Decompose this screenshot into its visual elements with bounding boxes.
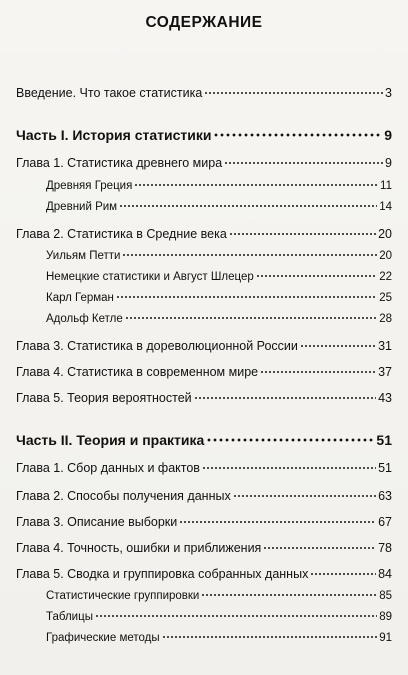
toc-entry bbox=[46, 249, 392, 262]
toc-entry-page: 43 bbox=[378, 391, 392, 405]
toc-entry-label: Уильям Петти bbox=[46, 250, 121, 262]
toc-entry-page: 51 bbox=[378, 461, 392, 475]
toc-entry bbox=[46, 270, 392, 283]
toc-entry-page: 11 bbox=[380, 180, 392, 192]
toc-entry-label: Статистические группировки bbox=[46, 590, 200, 602]
dot-leader bbox=[201, 587, 377, 597]
toc-entry-label: Таблицы bbox=[46, 611, 93, 623]
toc-entry-page: 37 bbox=[378, 365, 392, 379]
toc-entry bbox=[16, 156, 392, 170]
toc-entry-label: Глава 4. Статистика в современном мире bbox=[16, 365, 259, 379]
toc-entry-page: 22 bbox=[379, 271, 392, 283]
toc-entry bbox=[16, 86, 392, 100]
toc-entry-label: Древний Рим bbox=[46, 201, 118, 213]
toc-entry-page: 3 bbox=[385, 86, 392, 100]
toc-entry-label: Глава 1. Статистика древнего мира bbox=[16, 156, 223, 170]
toc-entry-label: Глава 3. Описание выборки bbox=[16, 515, 178, 529]
toc-entry-label: Глава 3. Статистика в дореволюционной России bbox=[16, 339, 298, 353]
dot-leader bbox=[310, 566, 376, 576]
toc-entry-label: Адольф Кетле bbox=[46, 313, 123, 325]
toc-entry bbox=[46, 631, 392, 644]
dot-leader bbox=[256, 268, 377, 278]
dot-leader bbox=[119, 198, 377, 208]
dot-leader bbox=[202, 460, 376, 470]
toc-entry bbox=[16, 489, 392, 503]
toc-entry-label: Древняя Греция bbox=[46, 180, 133, 192]
toc-entry-page: 20 bbox=[378, 227, 392, 241]
toc-entry-page: 89 bbox=[379, 611, 392, 623]
toc-entry-page: 9 bbox=[385, 156, 392, 170]
toc-entry bbox=[46, 589, 392, 602]
toc-entry-page: 85 bbox=[379, 590, 392, 602]
toc-entry-label: Карл Герман bbox=[46, 292, 114, 304]
toc-entry-page: 67 bbox=[378, 515, 392, 529]
toc-entry-label: Немецкие статистики и Август Шлецер bbox=[46, 271, 254, 283]
toc-entry-label: Глава 1. Сбор данных и фактов bbox=[16, 461, 200, 475]
toc-entry-page: 25 bbox=[379, 292, 392, 304]
dot-leader bbox=[95, 608, 377, 618]
toc-entry bbox=[16, 461, 392, 475]
dot-leader bbox=[260, 364, 376, 374]
dot-leader bbox=[194, 390, 376, 400]
toc-entry bbox=[16, 365, 392, 379]
dot-leader bbox=[263, 540, 376, 550]
toc-entry bbox=[46, 179, 392, 192]
dot-leader bbox=[300, 338, 376, 348]
toc-entry-page: 14 bbox=[379, 201, 392, 213]
toc-entry-label: Глава 5. Теория вероятностей bbox=[16, 391, 192, 405]
toc-entry bbox=[46, 200, 392, 213]
toc-part-heading bbox=[16, 127, 392, 143]
toc-entry-label: Глава 4. Точность, ошибки и приближения bbox=[16, 541, 262, 555]
dot-leader bbox=[179, 514, 376, 524]
toc-entry-page: 91 bbox=[379, 632, 392, 644]
toc-entry-page: 9 bbox=[384, 127, 392, 143]
toc-entry bbox=[16, 227, 392, 241]
dot-leader bbox=[224, 155, 383, 165]
toc-entry-label: Графические методы bbox=[46, 632, 160, 644]
toc-entry bbox=[16, 567, 392, 581]
dot-leader bbox=[204, 85, 383, 95]
toc-entry-label: Часть II. Теория и практика bbox=[16, 432, 205, 448]
toc-entry bbox=[16, 391, 392, 405]
toc-entry bbox=[16, 339, 392, 353]
dot-leader bbox=[213, 128, 382, 138]
dot-leader bbox=[229, 226, 376, 236]
toc-entry-page: 51 bbox=[376, 432, 392, 448]
toc-entry-page: 63 bbox=[378, 489, 392, 503]
toc-entry bbox=[16, 541, 392, 555]
toc-entry-page: 20 bbox=[379, 250, 392, 262]
dot-leader bbox=[233, 488, 376, 498]
toc-entry bbox=[16, 515, 392, 529]
toc-entry-label: Глава 5. Сводка и группировка собранных данных bbox=[16, 567, 309, 581]
toc-entry-label: Введение. Что такое статистика bbox=[16, 86, 203, 100]
toc-entry-label: Часть I. История статистики bbox=[16, 127, 212, 143]
toc-entry bbox=[46, 291, 392, 304]
page-title: СОДЕРЖАНИЕ bbox=[145, 14, 263, 31]
toc-entry-page: 84 bbox=[378, 567, 392, 581]
toc-entry-label: Глава 2. Способы получения данных bbox=[16, 489, 231, 503]
toc-entry-page: 78 bbox=[378, 541, 392, 555]
toc-entry-page: 31 bbox=[378, 339, 392, 353]
dot-leader bbox=[122, 247, 377, 257]
dot-leader bbox=[116, 289, 377, 299]
toc-part-heading bbox=[16, 432, 392, 448]
toc-entry bbox=[46, 610, 392, 623]
toc-entry bbox=[46, 312, 392, 325]
dot-leader bbox=[125, 310, 377, 320]
toc-entry-label: Глава 2. Статистика в Средние века bbox=[16, 227, 227, 241]
toc-entry-page: 28 bbox=[379, 313, 392, 325]
dot-leader bbox=[162, 629, 378, 639]
dot-leader bbox=[134, 177, 378, 187]
dot-leader bbox=[206, 433, 374, 443]
